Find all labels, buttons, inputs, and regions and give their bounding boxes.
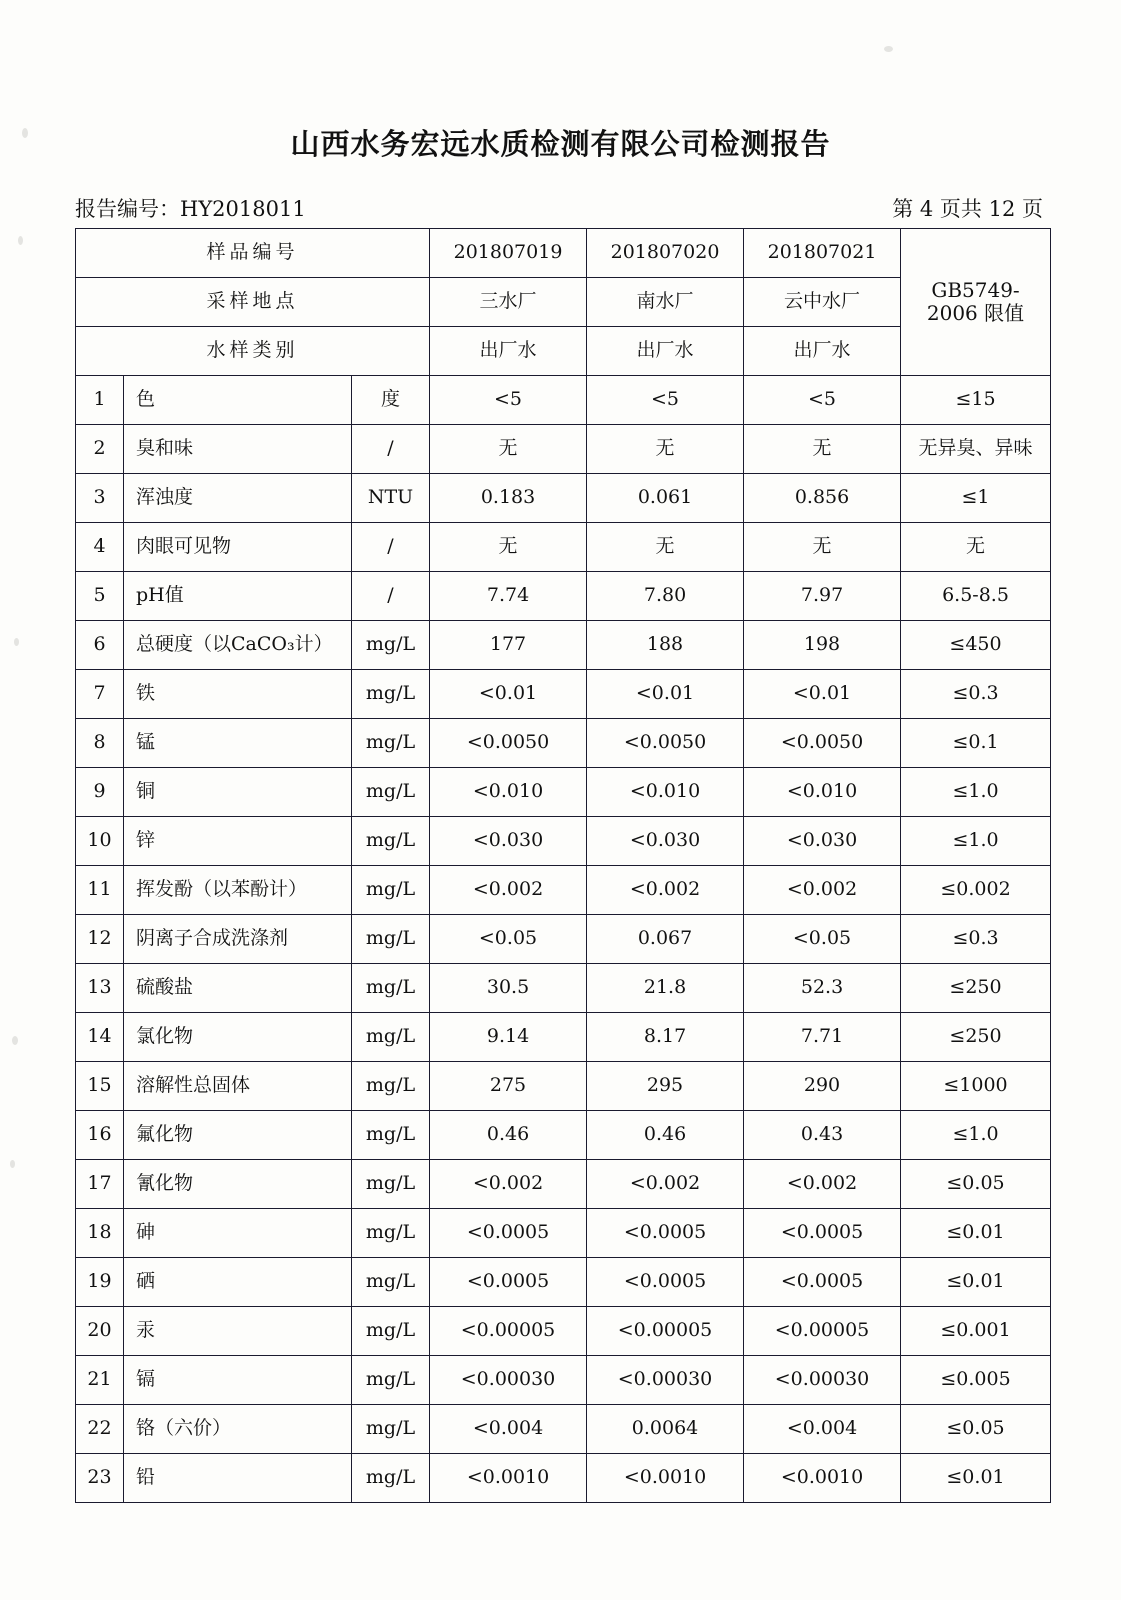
row-item: 铅	[124, 1454, 352, 1503]
row-item: 浑浊度	[124, 474, 352, 523]
row-limit: ≤450	[901, 621, 1051, 670]
table-row	[76, 1405, 1051, 1454]
row-value-3: <0.00030	[744, 1356, 901, 1405]
scan-speck	[14, 638, 19, 646]
row-item: 铁	[124, 670, 352, 719]
row-limit: ≤15	[901, 376, 1051, 425]
row-item: pH值	[124, 572, 352, 621]
row-no: 6	[76, 621, 124, 670]
row-limit: ≤0.01	[901, 1258, 1051, 1307]
row-limit: ≤0.01	[901, 1209, 1051, 1258]
row-value-3: <0.01	[744, 670, 901, 719]
row-no: 16	[76, 1111, 124, 1160]
row-no: 8	[76, 719, 124, 768]
row-value-1: <0.01	[430, 670, 587, 719]
scan-speck	[12, 1036, 18, 1045]
location-1: 三水厂	[430, 278, 587, 327]
row-item: 锌	[124, 817, 352, 866]
row-limit: ≤0.002	[901, 866, 1051, 915]
table-row	[76, 719, 1051, 768]
row-value-3: 0.856	[744, 474, 901, 523]
row-no: 23	[76, 1454, 124, 1503]
row-value-2: 0.067	[587, 915, 744, 964]
row-limit: 无异臭、异味	[901, 425, 1051, 474]
row-value-3: <0.0005	[744, 1258, 901, 1307]
row-value-3: <0.030	[744, 817, 901, 866]
location-2: 南水厂	[587, 278, 744, 327]
row-unit: mg/L	[352, 915, 430, 964]
row-value-1: 7.74	[430, 572, 587, 621]
row-no: 13	[76, 964, 124, 1013]
row-no: 10	[76, 817, 124, 866]
report-meta	[75, 193, 1043, 223]
row-value-3: 7.71	[744, 1013, 901, 1062]
row-unit: mg/L	[352, 1013, 430, 1062]
table-row	[76, 964, 1051, 1013]
row-value-1: <0.002	[430, 1160, 587, 1209]
row-limit: ≤1.0	[901, 1111, 1051, 1160]
row-item: 铬（六价）	[124, 1405, 352, 1454]
row-value-1: <0.002	[430, 866, 587, 915]
table-row	[76, 474, 1051, 523]
row-limit: ≤0.3	[901, 670, 1051, 719]
row-value-1: <0.0005	[430, 1209, 587, 1258]
header-label-water-type: 水样类别	[76, 327, 430, 376]
row-value-2: <5	[587, 376, 744, 425]
row-no: 17	[76, 1160, 124, 1209]
row-item: 汞	[124, 1307, 352, 1356]
row-no: 14	[76, 1013, 124, 1062]
page-number: 第 4 页共 12 页	[892, 197, 1043, 221]
row-unit: 度	[352, 376, 430, 425]
row-limit: ≤1.0	[901, 817, 1051, 866]
row-no: 9	[76, 768, 124, 817]
row-value-2: 无	[587, 425, 744, 474]
row-unit: mg/L	[352, 1307, 430, 1356]
table-row	[76, 376, 1051, 425]
limit-standard-line1: GB5749-	[931, 278, 1020, 302]
row-value-2: 0.061	[587, 474, 744, 523]
row-item: 挥发酚（以苯酚计）	[124, 866, 352, 915]
row-value-1: <5	[430, 376, 587, 425]
row-unit: mg/L	[352, 1111, 430, 1160]
table-row	[76, 817, 1051, 866]
row-value-2: 295	[587, 1062, 744, 1111]
table-row	[76, 1013, 1051, 1062]
row-no: 21	[76, 1356, 124, 1405]
row-limit: ≤250	[901, 1013, 1051, 1062]
row-no: 7	[76, 670, 124, 719]
table-row	[76, 1111, 1051, 1160]
row-value-1: <0.004	[430, 1405, 587, 1454]
location-3: 云中水厂	[744, 278, 901, 327]
table-row	[76, 523, 1051, 572]
row-item: 铜	[124, 768, 352, 817]
row-value-3: 52.3	[744, 964, 901, 1013]
table-row	[76, 1160, 1051, 1209]
row-value-2: <0.0050	[587, 719, 744, 768]
row-value-1: 无	[430, 523, 587, 572]
row-value-2: <0.0010	[587, 1454, 744, 1503]
row-value-1: 177	[430, 621, 587, 670]
row-item: 硫酸盐	[124, 964, 352, 1013]
report-number: 报告编号：HY2018011	[75, 197, 306, 221]
row-value-3: <5	[744, 376, 901, 425]
row-unit: mg/L	[352, 1160, 430, 1209]
row-no: 20	[76, 1307, 124, 1356]
water-type-1: 出厂水	[430, 327, 587, 376]
page-title: 山西水务宏远水质检测有限公司检测报告	[290, 127, 831, 161]
row-limit: ≤0.001	[901, 1307, 1051, 1356]
scan-speck	[10, 1160, 15, 1168]
row-value-2: <0.002	[587, 1160, 744, 1209]
table-row	[76, 425, 1051, 474]
row-limit: ≤0.005	[901, 1356, 1051, 1405]
row-limit: ≤0.3	[901, 915, 1051, 964]
table-row	[76, 1209, 1051, 1258]
row-unit: /	[352, 523, 430, 572]
row-unit: mg/L	[352, 817, 430, 866]
row-no: 19	[76, 1258, 124, 1307]
row-value-1: <0.05	[430, 915, 587, 964]
row-value-1: 30.5	[430, 964, 587, 1013]
row-value-1: <0.00005	[430, 1307, 587, 1356]
table-row	[76, 1356, 1051, 1405]
row-limit: ≤1	[901, 474, 1051, 523]
row-value-1: <0.0050	[430, 719, 587, 768]
row-value-2: <0.00030	[587, 1356, 744, 1405]
sample-id-1: 201807019	[430, 229, 587, 278]
row-value-1: <0.0005	[430, 1258, 587, 1307]
row-value-1: <0.010	[430, 768, 587, 817]
row-unit: mg/L	[352, 1209, 430, 1258]
row-value-1: <0.030	[430, 817, 587, 866]
water-type-2: 出厂水	[587, 327, 744, 376]
row-limit: 无	[901, 523, 1051, 572]
row-value-2: <0.0005	[587, 1209, 744, 1258]
row-unit: mg/L	[352, 1454, 430, 1503]
row-unit: /	[352, 572, 430, 621]
row-value-1: <0.0010	[430, 1454, 587, 1503]
row-value-2: <0.010	[587, 768, 744, 817]
row-no: 12	[76, 915, 124, 964]
row-unit: mg/L	[352, 719, 430, 768]
row-value-2: 0.0064	[587, 1405, 744, 1454]
row-no: 1	[76, 376, 124, 425]
row-value-3: <0.002	[744, 866, 901, 915]
row-item: 镉	[124, 1356, 352, 1405]
row-no: 15	[76, 1062, 124, 1111]
row-no: 4	[76, 523, 124, 572]
row-value-2: <0.002	[587, 866, 744, 915]
table-row	[76, 768, 1051, 817]
row-value-1: 0.46	[430, 1111, 587, 1160]
row-value-3: 无	[744, 425, 901, 474]
row-value-1: <0.00030	[430, 1356, 587, 1405]
row-value-3: 无	[744, 523, 901, 572]
row-value-3: <0.05	[744, 915, 901, 964]
row-item: 硒	[124, 1258, 352, 1307]
scan-speck	[884, 46, 893, 52]
row-no: 2	[76, 425, 124, 474]
row-limit: ≤0.05	[901, 1405, 1051, 1454]
row-no: 11	[76, 866, 124, 915]
limit-standard-line2: 2006 限值	[926, 301, 1025, 325]
row-value-2: 7.80	[587, 572, 744, 621]
row-limit: 6.5-8.5	[901, 572, 1051, 621]
scan-speck	[18, 236, 23, 245]
sample-id-3: 201807021	[744, 229, 901, 278]
row-no: 5	[76, 572, 124, 621]
water-type-3: 出厂水	[744, 327, 901, 376]
row-item: 阴离子合成洗涤剂	[124, 915, 352, 964]
table-row	[76, 621, 1051, 670]
row-item: 溶解性总固体	[124, 1062, 352, 1111]
row-value-2: <0.030	[587, 817, 744, 866]
row-value-3: <0.002	[744, 1160, 901, 1209]
row-value-3: <0.0050	[744, 719, 901, 768]
row-value-3: 0.43	[744, 1111, 901, 1160]
row-item: 臭和味	[124, 425, 352, 474]
row-limit: ≤250	[901, 964, 1051, 1013]
limit-standard-header	[901, 229, 1051, 376]
row-limit: ≤1.0	[901, 768, 1051, 817]
row-limit: ≤0.01	[901, 1454, 1051, 1503]
table-row	[76, 572, 1051, 621]
water-quality-table	[75, 228, 1051, 1503]
row-value-2: <0.00005	[587, 1307, 744, 1356]
row-value-3: <0.010	[744, 768, 901, 817]
row-item: 总硬度（以CaCO₃计）	[124, 621, 352, 670]
row-item: 氰化物	[124, 1160, 352, 1209]
table-row	[76, 1258, 1051, 1307]
row-unit: /	[352, 425, 430, 474]
row-value-2: 无	[587, 523, 744, 572]
row-no: 22	[76, 1405, 124, 1454]
row-value-2: <0.0005	[587, 1258, 744, 1307]
row-item: 色	[124, 376, 352, 425]
row-value-2: 21.8	[587, 964, 744, 1013]
row-limit: ≤0.1	[901, 719, 1051, 768]
row-item: 肉眼可见物	[124, 523, 352, 572]
row-unit: NTU	[352, 474, 430, 523]
row-unit: mg/L	[352, 1258, 430, 1307]
table-header-row-sample-id	[76, 229, 1051, 278]
row-unit: mg/L	[352, 1062, 430, 1111]
row-value-3: <0.00005	[744, 1307, 901, 1356]
table-row	[76, 670, 1051, 719]
sample-id-2: 201807020	[587, 229, 744, 278]
row-unit: mg/L	[352, 866, 430, 915]
row-unit: mg/L	[352, 1356, 430, 1405]
row-value-1: 0.183	[430, 474, 587, 523]
row-no: 18	[76, 1209, 124, 1258]
header-label-sample-id: 样品编号	[76, 229, 430, 278]
row-value-3: 198	[744, 621, 901, 670]
table-row	[76, 1307, 1051, 1356]
row-value-3: 7.97	[744, 572, 901, 621]
header-label-location: 采样地点	[76, 278, 430, 327]
row-value-2: 188	[587, 621, 744, 670]
row-item: 锰	[124, 719, 352, 768]
row-value-2: 8.17	[587, 1013, 744, 1062]
row-value-3: <0.004	[744, 1405, 901, 1454]
row-unit: mg/L	[352, 768, 430, 817]
row-unit: mg/L	[352, 964, 430, 1013]
row-value-3: <0.0010	[744, 1454, 901, 1503]
table-row	[76, 1062, 1051, 1111]
table-row	[76, 866, 1051, 915]
row-value-3: <0.0005	[744, 1209, 901, 1258]
row-item: 砷	[124, 1209, 352, 1258]
row-item: 氟化物	[124, 1111, 352, 1160]
row-unit: mg/L	[352, 1405, 430, 1454]
row-limit: ≤0.05	[901, 1160, 1051, 1209]
row-unit: mg/L	[352, 670, 430, 719]
row-value-1: 9.14	[430, 1013, 587, 1062]
row-value-1: 275	[430, 1062, 587, 1111]
row-value-2: <0.01	[587, 670, 744, 719]
table-row	[76, 1454, 1051, 1503]
row-unit: mg/L	[352, 621, 430, 670]
row-limit: ≤1000	[901, 1062, 1051, 1111]
row-value-3: 290	[744, 1062, 901, 1111]
row-value-2: 0.46	[587, 1111, 744, 1160]
row-no: 3	[76, 474, 124, 523]
table-row	[76, 915, 1051, 964]
row-item: 氯化物	[124, 1013, 352, 1062]
row-value-1: 无	[430, 425, 587, 474]
